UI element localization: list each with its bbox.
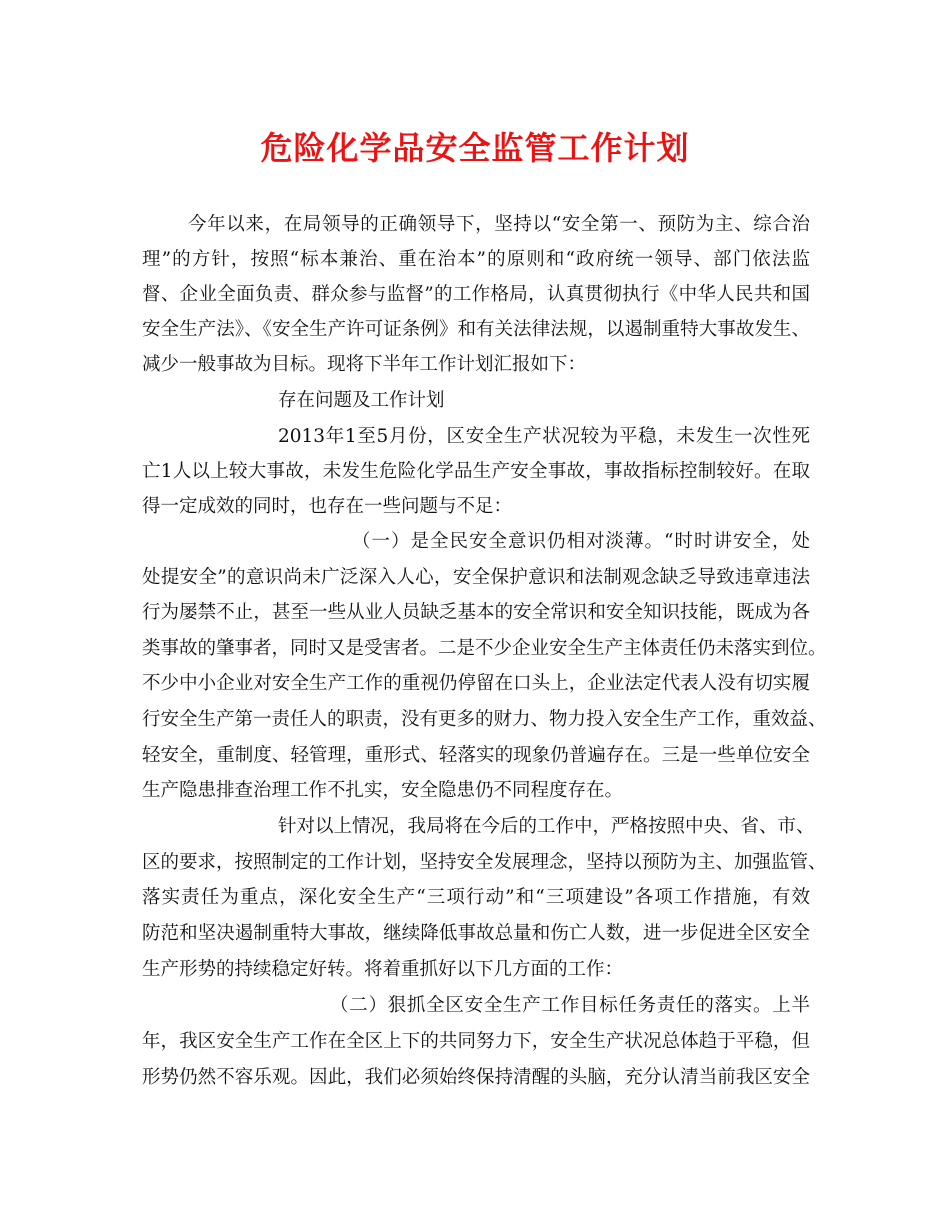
- paragraph-line: 行为屡禁不止，甚至一些从业人员缺乏基本的安全常识和安全知识技能，既成为各: [142, 602, 810, 623]
- paragraph-line: 类事故的肇事者，同时又是受害者。二是不少企业安全生产主体责任仍未落实到位。: [142, 638, 827, 659]
- paragraph-line: 亡1人以上较大事故，未发生危险化学品生产安全事故，事故指标控制较好。在取: [142, 461, 810, 482]
- paragraph-line: 针对以上情况，我局将在今后的工作中，严格按照中央、省、市、: [278, 816, 815, 837]
- paragraph-line: 轻安全，重制度、轻管理，重形式、轻落实的现象仍普遍存在。三是一些单位安全: [142, 745, 810, 766]
- paragraph-line: 形势仍然不容乐观。因此，我们必须始终保持清醒的头脑，充分认清当前我区安全: [142, 1067, 810, 1088]
- paragraph-line: 行安全生产第一责任人的职责，没有更多的财力、物力投入安全生产工作，重效益、: [142, 709, 827, 730]
- page-title: 危险化学品安全监管工作计划: [260, 129, 690, 167]
- paragraph-line: 年，我区安全生产工作在全区上下的共同努力下，安全生产状况总体趋于平稳，但: [142, 1031, 810, 1052]
- paragraph-line: 区的要求，按照制定的工作计划，坚持安全发展理念，坚持以预防为主、加强监管、: [142, 852, 827, 873]
- paragraph-line: 生产隐患排查治理工作不扎实，安全隐患仍不同程度存在。: [142, 780, 624, 801]
- paragraph-line: 2013年1至5月份，区安全生产状况较为平稳，未发生一次性死: [278, 426, 810, 447]
- paragraph-line: 安全生产法》、《安全生产许可证条例》和有关法律法规，以遏制重特大事故发生、: [142, 319, 810, 340]
- paragraph-line: 落实责任为重点，深化安全生产“三项行动”和“三项建设”各项工作措施，有效: [142, 887, 810, 908]
- paragraph-line: 处提安全”的意识尚未广泛深入人心，安全保护意识和法制观念缺乏导致违章违法: [142, 567, 810, 588]
- paragraph-line: 理”的方针，按照“标本兼治、重在治本”的原则和“政府统一领导、部门依法监: [142, 249, 810, 270]
- paragraph-line: 减少一般事故为目标。现将下半年工作计划汇报如下：: [142, 354, 587, 375]
- paragraph-line: 今年以来，在局领导的正确领导下，坚持以“安全第一、预防为主、综合治: [188, 214, 810, 235]
- paragraph-line: 防范和坚决遏制重特大事故，继续降低事故总量和伤亡人数，进一步促进全区安全: [142, 923, 810, 944]
- paragraph-line: （一）是全民安全意识仍相对淡薄。“时时讲安全，处: [352, 531, 810, 552]
- paragraph-line: （二）狠抓全区安全生产工作目标任务责任的落实。上半: [330, 995, 810, 1016]
- paragraph-line: 督、企业全面负责、群众参与监督”的工作格局，认真贯彻执行《中华人民共和国: [142, 284, 810, 305]
- paragraph-line: 不少中小企业对安全生产工作的重视仍停留在口头上，企业法定代表人没有切实履: [142, 673, 810, 694]
- paragraph-line: 生产形势的持续稳定好转。将着重抓好以下几方面的工作：: [142, 959, 624, 980]
- paragraph-line: 得一定成效的同时，也存在一些问题与不足：: [142, 496, 513, 517]
- section-heading: 存在问题及工作计划: [278, 390, 445, 411]
